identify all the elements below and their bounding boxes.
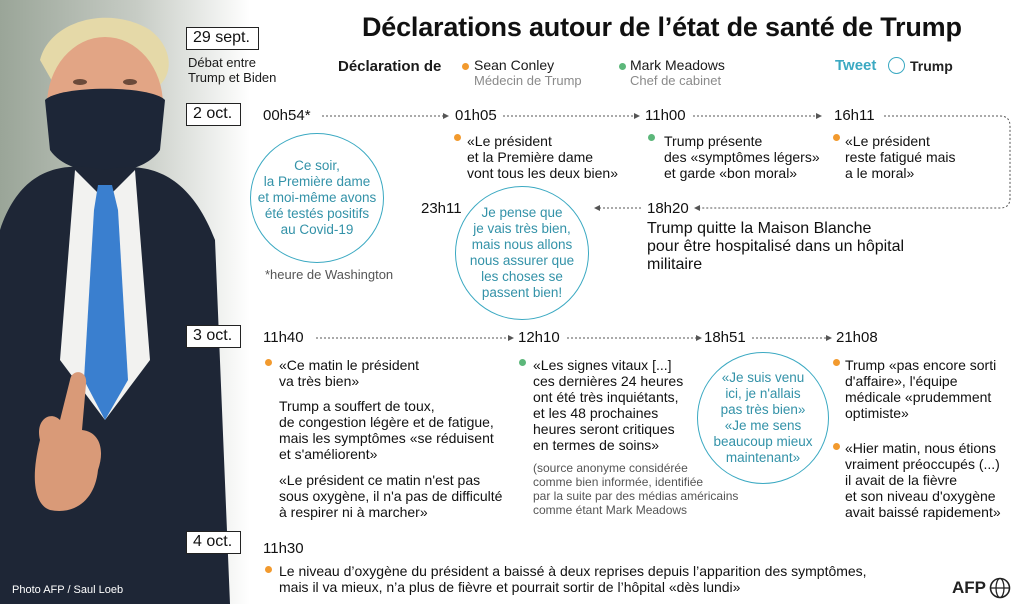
statement-oct3-1140-b: Trump a souffert de toux, de congestion légère et de fatigue, mais les symptômes «se réduisent et s'améliorent» bbox=[279, 398, 494, 462]
time-oct2-0105: 01h05 bbox=[455, 107, 497, 124]
photo-credit: Photo AFP / Saul Loeb bbox=[12, 584, 124, 596]
tweet-bubble-oct2-0054: Ce soir, la Première dame et moi-même avons été testés positifs au Covid-19 bbox=[250, 133, 384, 263]
globe-icon bbox=[989, 577, 1011, 599]
statement-oct2-1611: «Le président reste fatigué mais a le moral» bbox=[845, 133, 956, 181]
time-oct2-1100: 11h00 bbox=[645, 107, 686, 124]
statement-oct3-2108-b: «Hier matin, nous étions vraiment préoccupés (...) il avait de la fièvre et son niveau d'oxygène avait baissé rapidement» bbox=[845, 440, 1001, 520]
statement-oct2-1820: Trump quitte la Maison Blanche pour être hospitalisé dans un hôpital militaire bbox=[647, 220, 905, 273]
conley-dot bbox=[265, 359, 272, 366]
meadows-dot bbox=[519, 359, 526, 366]
debate-label: Débat entre Trump et Biden bbox=[188, 55, 277, 85]
meadows-dot bbox=[648, 134, 655, 141]
tweet-bubble-oct3-1851: «Je suis venu ici, je n'allais pas très bien» «Je me sens beaucoup mieux maintenant» bbox=[697, 352, 829, 484]
time-oct4-1130: 11h30 bbox=[263, 540, 304, 557]
statement-oct2-1100: Trump présente des «symptômes légers» et garde «bon moral» bbox=[664, 133, 820, 181]
legend-trump: Trump bbox=[910, 58, 953, 74]
conley-dot bbox=[454, 134, 461, 141]
statement-oct3-1210: «Les signes vitaux [...] ces dernières 24 heures ont été très inquiétants, et les 48 prochaines heures seront critiques en termes de soins» bbox=[533, 357, 684, 453]
date-box-4-oct: 4 oct. bbox=[186, 531, 241, 554]
statement-oct3-1140-a: «Ce matin le président va très bien» bbox=[279, 357, 420, 389]
legend-meadows: Mark Meadows Chef de cabinet bbox=[630, 57, 725, 88]
statement-oct3-2108-a: Trump «pas encore sorti d'affaire», l'équipe médicale «prudemment optimiste» bbox=[845, 357, 997, 421]
time-oct3-1140: 11h40 bbox=[263, 329, 304, 346]
tweet-bubble-oct2-2311: Je pense que je vais très bien, mais nous allons nous assurer que les choses se passent bien! bbox=[455, 186, 589, 320]
statement-oct4-1130: Le niveau d’oxygène du président a baissé à deux reprises depuis l’apparition des symptômes, mais il va mieux, n’a plus de fièvre et pourrait sortir de l’hôpital «dès lundi» bbox=[279, 563, 867, 595]
date-box-29-sept: 29 sept. bbox=[186, 27, 259, 50]
legend-prefix: Déclaration de bbox=[338, 58, 442, 75]
time-oct3-1210: 12h10 bbox=[518, 329, 560, 346]
legend-conley: Sean Conley Médecin de Trump bbox=[474, 57, 582, 88]
afp-logo: AFP bbox=[952, 577, 1011, 599]
page-title: Déclarations autour de l’état de santé de Trump bbox=[362, 12, 962, 42]
time-oct3-2108: 21h08 bbox=[836, 329, 878, 346]
time-oct3-1851: 18h51 bbox=[704, 329, 746, 346]
time-oct2-1820: 18h20 bbox=[647, 200, 689, 217]
time-oct2-1611: 16h11 bbox=[834, 107, 875, 124]
time-oct2-0054: 00h54* bbox=[263, 107, 311, 124]
statement-oct3-1140-c: «Le président ce matin n'est pas sous oxygène, il n'a pas de difficulté à respirer ni à marcher» bbox=[279, 472, 503, 520]
legend-tweet: Tweet bbox=[835, 57, 877, 74]
date-box-2-oct: 2 oct. bbox=[186, 103, 241, 126]
time-oct2-2311: 23h11 bbox=[421, 200, 462, 217]
source-note-oct3-1210: (source anonyme considérée comme bien informée, identifiée par la suite par des médias américains comme étant Mark Meadows bbox=[533, 461, 739, 517]
conley-dot bbox=[265, 566, 272, 573]
conley-dot bbox=[833, 359, 840, 366]
date-box-3-oct: 3 oct. bbox=[186, 325, 241, 348]
conley-dot bbox=[833, 134, 840, 141]
statement-oct2-0105: «Le président et la Première dame vont tous les deux bien» bbox=[467, 133, 618, 181]
washington-time-note: *heure de Washington bbox=[265, 267, 394, 282]
conley-dot bbox=[833, 443, 840, 450]
